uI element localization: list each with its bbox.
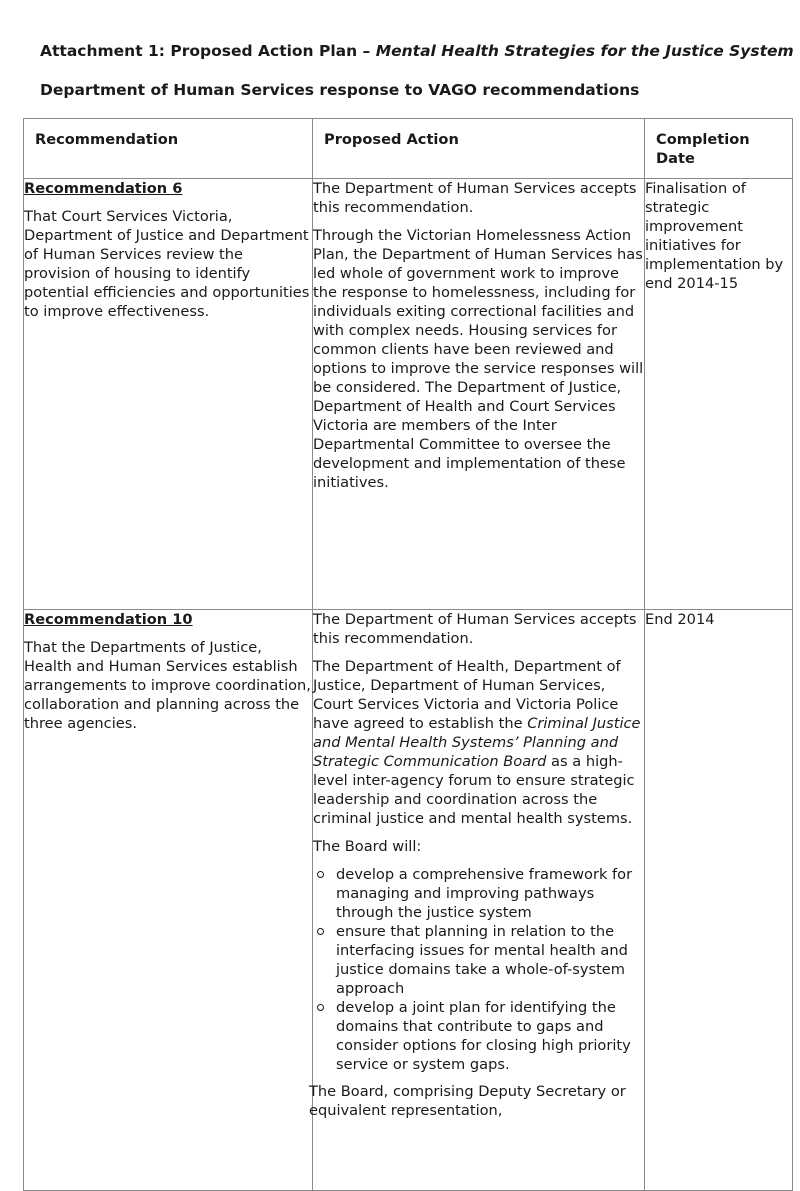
table-header-row	[24, 119, 793, 179]
list-item-text: ensure that planning in relation to the interfacing issues for mental health and justice domains take a whole-of-system approach	[336, 923, 628, 997]
table-row	[24, 179, 793, 610]
list-item	[313, 922, 644, 998]
proposed-action-cell	[309, 610, 645, 1191]
document-subtitle: Department of Human Services response to VAGO recommendations	[40, 81, 640, 99]
list-item	[313, 865, 644, 922]
proposed-action-cell	[313, 179, 645, 610]
action-text: The Department of Health, Department of Justice, Department of Human Services, Court Services Victoria and Victoria Police have agreed to establish the	[313, 658, 621, 732]
action-paragraph: The Department of Human Services accepts this recommendation.	[313, 611, 637, 647]
action-paragraph: Through the Victorian Homelessness Action Plan, the Department of Human Services has led whole of government work to improve the response to homelessness, including for individuals exiting correctional facilities and with complex needs. Housing services for common clients have been reviewed and options to improve the service responses will be considered. The Department of Justice, Department of Health and Court Services Victoria are members of the Inter Departmental Committee to oversee the development and implementation of these initiatives.	[313, 227, 644, 491]
column-header-proposed-action: Proposed Action	[313, 119, 645, 179]
board-task-list	[313, 865, 644, 1074]
completion-date-cell: Finalisation of strategic improvement initiatives for implementation by end 2014-15	[645, 179, 793, 610]
action-text: as a high-level inter-agency forum to ensure strategic leadership and coordination across the criminal justice and mental health systems.	[313, 753, 635, 827]
list-item-text: develop a comprehensive framework for managing and improving pathways through the justice system	[336, 866, 633, 921]
recommendation-heading: Recommendation 10	[24, 611, 193, 628]
board-name: Criminal Justice and Mental Health Systems’ Planning and Strategic Communication Board	[313, 715, 641, 770]
recommendation-cell	[24, 610, 313, 1191]
board-intro: The Board will:	[313, 838, 422, 855]
list-item-text: develop a joint plan for identifying the domains that contribute to gaps and consider options for closing high priority service or system gaps.	[336, 999, 631, 1073]
action-plan-table	[23, 118, 793, 1191]
recommendation-cell	[24, 179, 313, 610]
completion-date-cell: End 2014	[645, 610, 793, 1191]
list-item	[313, 998, 644, 1074]
title-prefix: Attachment 1: Proposed Action Plan –	[40, 42, 376, 60]
column-header-completion-date: Completion Date	[645, 119, 793, 179]
action-paragraph	[313, 657, 644, 828]
column-header-recommendation: Recommendation	[24, 119, 313, 179]
recommendation-text: That Court Services Victoria, Department of Justice and Department of Human Services review the provision of housing to identify potential efficiencies and opportunities to improve effectiveness.	[24, 208, 310, 320]
bullet-icon	[317, 928, 324, 935]
recommendation-text: That the Departments of Justice, Health and Human Services establish arrangements to improve coordination, collaboration and planning across the three agencies.	[24, 639, 311, 732]
action-paragraph: The Board, comprising Deputy Secretary or equivalent representation,	[309, 1083, 626, 1119]
action-paragraph: The Department of Human Services accepts this recommendation.	[313, 180, 637, 216]
title-italic: Mental Health Strategies for the Justice System	[375, 42, 794, 60]
recommendation-heading: Recommendation 6	[24, 180, 183, 197]
document-title	[40, 42, 794, 60]
bullet-icon	[317, 871, 324, 878]
table-row	[24, 610, 793, 1191]
bullet-icon	[317, 1004, 324, 1011]
